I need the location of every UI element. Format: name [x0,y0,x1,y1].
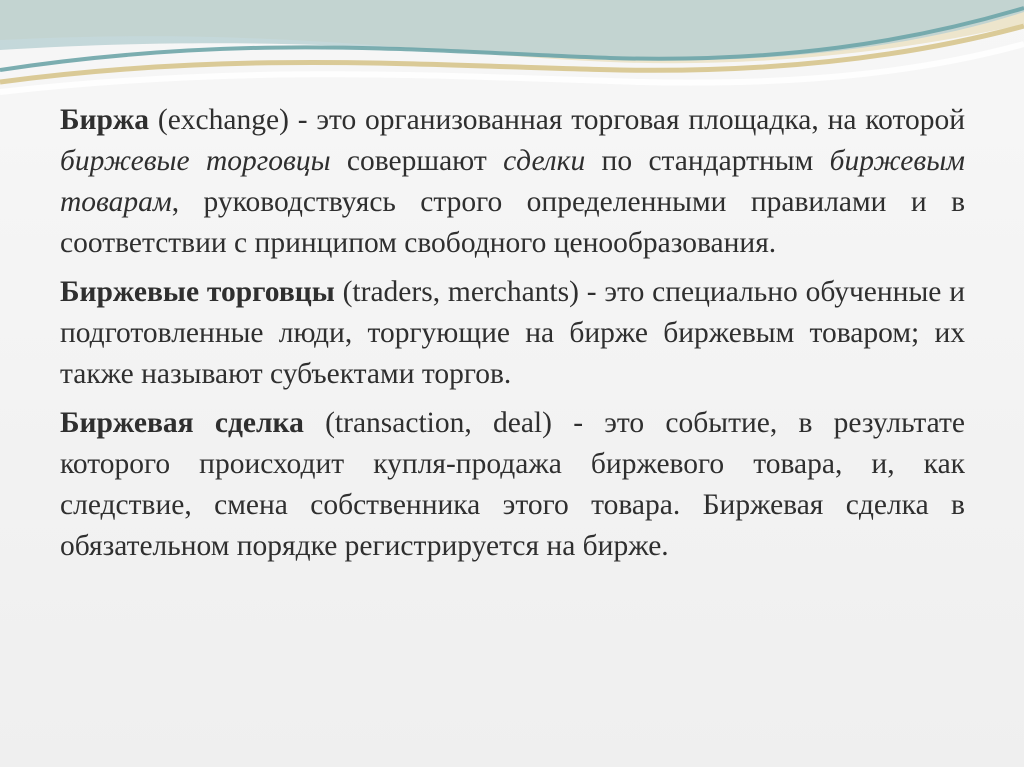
exchange-traders-definition: (traders, merchants) - это специально обученные и подготовленные люди, торгующие на бирже биржевым товаром; их также называют субъектами торгов. [60,276,965,390]
exchange-definition-part-4: , руководствуясь строго определенными правилами и в соответствии с принципом свободного ценообразования. [60,186,965,259]
term-exchange-deal: Биржевая сделка [60,407,304,439]
exchange-definition-part-3: по стандартным [585,145,830,177]
italic-exchange-goods: биржевым товарам [60,145,965,218]
decorative-wave-banner [0,0,1024,110]
term-exchange: Биржа [60,104,150,136]
term-exchange-traders: Биржевые торговцы [60,276,335,308]
paragraph-exchange-traders [60,272,965,395]
paragraph-exchange [60,100,965,264]
exchange-definition-part-1: (exchange) - это организованная торговая площадка, на которой [149,104,965,136]
exchange-definition-part-2: совершают [330,145,504,177]
italic-exchange-traders: биржевые торговцы [60,145,331,177]
exchange-deal-definition: (transaction, deal) - это событие, в результате которого происходит купля-продажа биржевого товара, и, как следствие, смена собственника этого товара. Биржевая сделка в обязательном порядке регистрируется на бирже. [60,407,965,562]
definitions-content [60,100,965,575]
paragraph-exchange-deal [60,403,965,567]
italic-deals: сделки [503,145,586,177]
